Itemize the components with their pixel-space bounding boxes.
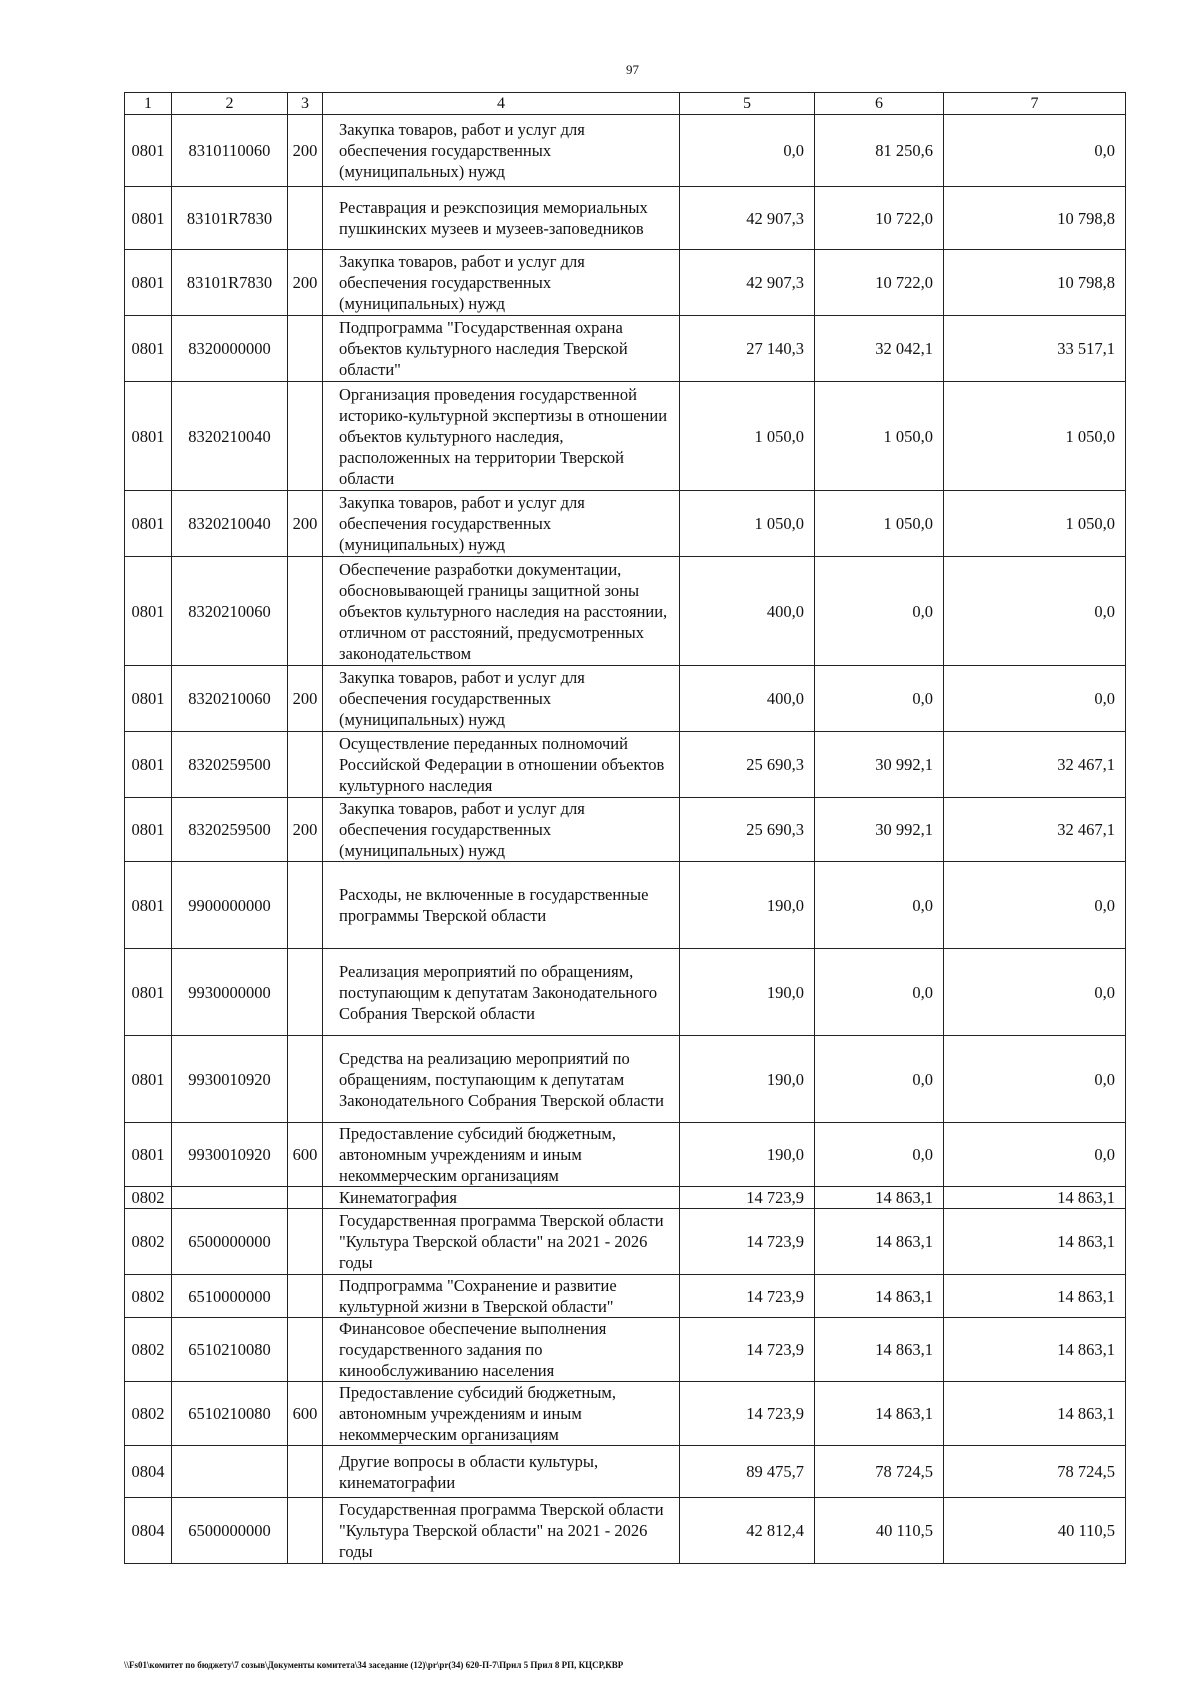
amount-col6-cell: 14 863,1 (815, 1187, 944, 1209)
amount-col7-cell: 40 110,5 (944, 1498, 1126, 1564)
target-article-cell: 6510210080 (172, 1318, 288, 1382)
description-cell: Подпрограмма "Государственная охрана объектов культурного наследия Тверской области" (323, 316, 680, 382)
table-row (125, 1446, 1126, 1498)
target-article-cell: 6500000000 (172, 1498, 288, 1564)
table-row (125, 1498, 1126, 1564)
section-code-cell: 0801 (125, 491, 172, 557)
section-code-cell: 0802 (125, 1187, 172, 1209)
table-row (125, 862, 1126, 949)
target-article-cell: 9900000000 (172, 862, 288, 949)
expense-type-cell: 600 (288, 1123, 323, 1187)
target-article-cell: 8320210040 (172, 491, 288, 557)
amount-col5-cell: 25 690,3 (680, 732, 815, 798)
target-article-cell: 9930010920 (172, 1123, 288, 1187)
description-cell: Финансовое обеспечение выполнения государственного задания по кинообслуживанию населения (323, 1318, 680, 1382)
budget-table (124, 92, 1126, 1564)
amount-col7-cell: 0,0 (944, 115, 1126, 187)
amount-col6-cell: 14 863,1 (815, 1382, 944, 1446)
target-article-cell: 8320259500 (172, 798, 288, 862)
table-row (125, 732, 1126, 798)
section-code-cell: 0801 (125, 862, 172, 949)
amount-col5-cell: 14 723,9 (680, 1209, 815, 1275)
description-cell: Средства на реализацию мероприятий по обращениям, поступающим к депутатам Законодательного Собрания Тверской области (323, 1036, 680, 1123)
description-cell: Закупка товаров, работ и услуг для обеспечения государственных (муниципальных) нужд (323, 491, 680, 557)
section-code-cell: 0801 (125, 557, 172, 666)
table-row (125, 115, 1126, 187)
amount-col5-cell: 1 050,0 (680, 491, 815, 557)
table-row (125, 1382, 1126, 1446)
section-code-cell: 0801 (125, 1123, 172, 1187)
section-code-cell: 0802 (125, 1275, 172, 1318)
amount-col5-cell: 42 907,3 (680, 187, 815, 250)
description-cell: Закупка товаров, работ и услуг для обеспечения государственных (муниципальных) нужд (323, 115, 680, 187)
target-article-cell: 8320000000 (172, 316, 288, 382)
amount-col7-cell: 0,0 (944, 557, 1126, 666)
amount-col7-cell: 0,0 (944, 949, 1126, 1036)
description-cell: Реализация мероприятий по обращениям, поступающим к депутатам Законодательного Собрания Тверской области (323, 949, 680, 1036)
expense-type-cell (288, 1498, 323, 1564)
section-code-cell: 0802 (125, 1318, 172, 1382)
description-cell: Осуществление переданных полномочий Российской Федерации в отношении объектов культурного наследия (323, 732, 680, 798)
amount-col6-cell: 78 724,5 (815, 1446, 944, 1498)
section-code-cell: 0801 (125, 316, 172, 382)
description-cell: Предоставление субсидий бюджетным, автономным учреждениям и иным некоммерческим организациям (323, 1123, 680, 1187)
amount-col6-cell: 14 863,1 (815, 1209, 944, 1275)
description-cell: Организация проведения государственной историко-культурной экспертизы в отношении объектов культурного наследия, расположенных на территории Тверской области (323, 382, 680, 491)
description-cell: Государственная программа Тверской области "Культура Тверской области" на 2021 - 2026 годы (323, 1209, 680, 1275)
description-cell: Подпрограмма "Сохранение и развитие культурной жизни в Тверской области" (323, 1275, 680, 1318)
amount-col6-cell: 81 250,6 (815, 115, 944, 187)
amount-col5-cell: 0,0 (680, 115, 815, 187)
amount-col7-cell: 32 467,1 (944, 798, 1126, 862)
table-row (125, 187, 1126, 250)
expense-type-cell (288, 1318, 323, 1382)
expense-type-cell (288, 949, 323, 1036)
amount-col5-cell: 190,0 (680, 862, 815, 949)
col-header-6: 6 (815, 93, 944, 115)
table-row (125, 1275, 1126, 1318)
table-row (125, 798, 1126, 862)
description-cell: Другие вопросы в области культуры, кинематографии (323, 1446, 680, 1498)
amount-col6-cell: 0,0 (815, 557, 944, 666)
amount-col7-cell: 14 863,1 (944, 1187, 1126, 1209)
section-code-cell: 0801 (125, 666, 172, 732)
expense-type-cell: 600 (288, 1382, 323, 1446)
expense-type-cell: 200 (288, 115, 323, 187)
amount-col5-cell: 190,0 (680, 1036, 815, 1123)
amount-col6-cell: 40 110,5 (815, 1498, 944, 1564)
target-article-cell: 6500000000 (172, 1209, 288, 1275)
description-cell: Кинематография (323, 1187, 680, 1209)
amount-col5-cell: 42 812,4 (680, 1498, 815, 1564)
section-code-cell: 0802 (125, 1382, 172, 1446)
amount-col6-cell: 1 050,0 (815, 491, 944, 557)
amount-col6-cell: 0,0 (815, 666, 944, 732)
amount-col6-cell: 14 863,1 (815, 1275, 944, 1318)
section-code-cell: 0804 (125, 1446, 172, 1498)
amount-col7-cell: 10 798,8 (944, 187, 1126, 250)
file-path-footer: \\Fs01\комитет по бюджету\7 созыв\Документы комитета\34 заседание (12)\pr\pr(34) 620-П-7\Прил 5 Прил 8 РП, КЦСР,КВР (124, 1660, 624, 1670)
table-row (125, 949, 1126, 1036)
col-header-7: 7 (944, 93, 1126, 115)
description-cell: Обеспечение разработки документации, обосновывающей границы защитной зоны объектов культурного наследия на расстоянии, отличном от расстояний, предусмотренных законодательством (323, 557, 680, 666)
amount-col6-cell: 14 863,1 (815, 1318, 944, 1382)
target-article-cell: 9930010920 (172, 1036, 288, 1123)
expense-type-cell (288, 1446, 323, 1498)
amount-col5-cell: 400,0 (680, 666, 815, 732)
section-code-cell: 0804 (125, 1498, 172, 1564)
target-article-cell: 8310110060 (172, 115, 288, 187)
table-row (125, 250, 1126, 316)
page-number: 97 (626, 62, 639, 77)
expense-type-cell (288, 316, 323, 382)
expense-type-cell (288, 1036, 323, 1123)
amount-col5-cell: 14 723,9 (680, 1318, 815, 1382)
target-article-cell: 8320210060 (172, 666, 288, 732)
amount-col7-cell: 14 863,1 (944, 1318, 1126, 1382)
amount-col7-cell: 32 467,1 (944, 732, 1126, 798)
section-code-cell: 0801 (125, 187, 172, 250)
amount-col7-cell: 0,0 (944, 666, 1126, 732)
section-code-cell: 0801 (125, 382, 172, 491)
amount-col6-cell: 30 992,1 (815, 732, 944, 798)
target-article-cell: 8320210060 (172, 557, 288, 666)
amount-col6-cell: 0,0 (815, 949, 944, 1036)
description-cell: Предоставление субсидий бюджетным, автономным учреждениям и иным некоммерческим организациям (323, 1382, 680, 1446)
expense-type-cell (288, 1187, 323, 1209)
target-article-cell: 9930000000 (172, 949, 288, 1036)
target-article-cell: 83101R7830 (172, 250, 288, 316)
amount-col5-cell: 190,0 (680, 949, 815, 1036)
target-article-cell: 8320210040 (172, 382, 288, 491)
amount-col5-cell: 89 475,7 (680, 1446, 815, 1498)
amount-col7-cell: 0,0 (944, 862, 1126, 949)
description-cell: Закупка товаров, работ и услуг для обеспечения государственных (муниципальных) нужд (323, 250, 680, 316)
expense-type-cell: 200 (288, 666, 323, 732)
expense-type-cell: 200 (288, 798, 323, 862)
amount-col7-cell: 0,0 (944, 1123, 1126, 1187)
expense-type-cell: 200 (288, 491, 323, 557)
amount-col5-cell: 190,0 (680, 1123, 815, 1187)
amount-col5-cell: 25 690,3 (680, 798, 815, 862)
description-cell: Закупка товаров, работ и услуг для обеспечения государственных (муниципальных) нужд (323, 798, 680, 862)
expense-type-cell (288, 732, 323, 798)
expense-type-cell (288, 1275, 323, 1318)
target-article-cell (172, 1446, 288, 1498)
amount-col5-cell: 14 723,9 (680, 1275, 815, 1318)
amount-col5-cell: 42 907,3 (680, 250, 815, 316)
table-row (125, 491, 1126, 557)
amount-col6-cell: 10 722,0 (815, 250, 944, 316)
amount-col6-cell: 30 992,1 (815, 798, 944, 862)
col-header-4: 4 (323, 93, 680, 115)
amount-col5-cell: 14 723,9 (680, 1382, 815, 1446)
header-row (125, 93, 1126, 115)
table-row (125, 316, 1126, 382)
amount-col7-cell: 10 798,8 (944, 250, 1126, 316)
amount-col6-cell: 0,0 (815, 1123, 944, 1187)
table-row (125, 557, 1126, 666)
table-row (125, 666, 1126, 732)
col-header-3: 3 (288, 93, 323, 115)
amount-col6-cell: 10 722,0 (815, 187, 944, 250)
amount-col7-cell: 33 517,1 (944, 316, 1126, 382)
target-article-cell (172, 1187, 288, 1209)
table-row (125, 1123, 1126, 1187)
expense-type-cell (288, 187, 323, 250)
table-row (125, 1209, 1126, 1275)
expense-type-cell (288, 862, 323, 949)
expense-type-cell (288, 557, 323, 666)
col-header-1: 1 (125, 93, 172, 115)
description-cell: Закупка товаров, работ и услуг для обеспечения государственных (муниципальных) нужд (323, 666, 680, 732)
description-cell: Реставрация и реэкспозиция мемориальных пушкинских музеев и музеев-заповедников (323, 187, 680, 250)
amount-col7-cell: 0,0 (944, 1036, 1126, 1123)
table-row (125, 1036, 1126, 1123)
amount-col5-cell: 14 723,9 (680, 1187, 815, 1209)
amount-col6-cell: 32 042,1 (815, 316, 944, 382)
amount-col6-cell: 1 050,0 (815, 382, 944, 491)
expense-type-cell (288, 1209, 323, 1275)
target-article-cell: 6510000000 (172, 1275, 288, 1318)
table-row (125, 382, 1126, 491)
amount-col5-cell: 27 140,3 (680, 316, 815, 382)
table-row (125, 1187, 1126, 1209)
amount-col5-cell: 1 050,0 (680, 382, 815, 491)
col-header-5: 5 (680, 93, 815, 115)
section-code-cell: 0801 (125, 798, 172, 862)
amount-col7-cell: 78 724,5 (944, 1446, 1126, 1498)
amount-col5-cell: 400,0 (680, 557, 815, 666)
amount-col7-cell: 1 050,0 (944, 382, 1126, 491)
expense-type-cell (288, 382, 323, 491)
section-code-cell: 0801 (125, 115, 172, 187)
section-code-cell: 0801 (125, 732, 172, 798)
table-row (125, 1318, 1126, 1382)
target-article-cell: 8320259500 (172, 732, 288, 798)
section-code-cell: 0801 (125, 949, 172, 1036)
section-code-cell: 0802 (125, 1209, 172, 1275)
description-cell: Расходы, не включенные в государственные программы Тверской области (323, 862, 680, 949)
target-article-cell: 83101R7830 (172, 187, 288, 250)
amount-col7-cell: 14 863,1 (944, 1382, 1126, 1446)
section-code-cell: 0801 (125, 250, 172, 316)
amount-col7-cell: 14 863,1 (944, 1275, 1126, 1318)
target-article-cell: 6510210080 (172, 1382, 288, 1446)
amount-col6-cell: 0,0 (815, 862, 944, 949)
expense-type-cell: 200 (288, 250, 323, 316)
section-code-cell: 0801 (125, 1036, 172, 1123)
amount-col6-cell: 0,0 (815, 1036, 944, 1123)
col-header-2: 2 (172, 93, 288, 115)
description-cell: Государственная программа Тверской области "Культура Тверской области" на 2021 - 2026 годы (323, 1498, 680, 1564)
amount-col7-cell: 1 050,0 (944, 491, 1126, 557)
amount-col7-cell: 14 863,1 (944, 1209, 1126, 1275)
